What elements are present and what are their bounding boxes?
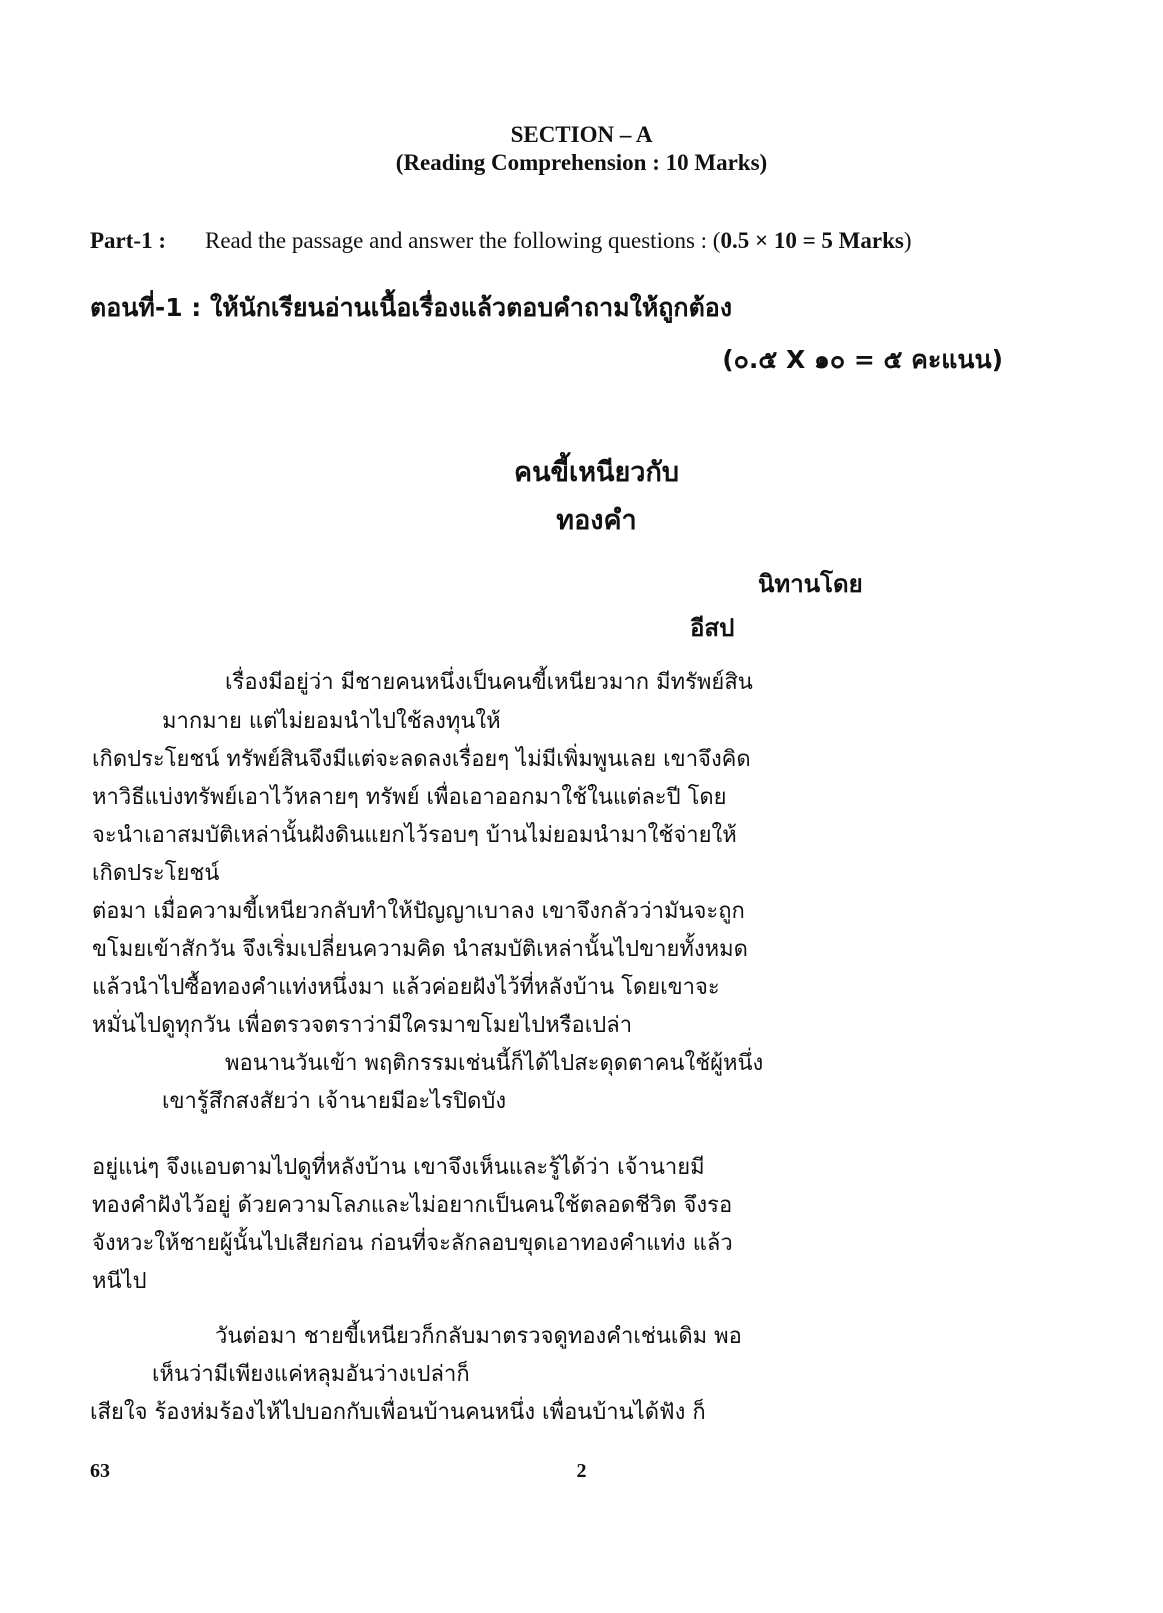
story-line: หนีไป (92, 1269, 147, 1294)
story-line: ทองคำฝังไว้อยู่ ด้วยความโลภและไม่อยากเป็นคนใช้ตลอดชีวิต จึงรอ (92, 1193, 733, 1218)
story-line: ขโมยเข้าสักวัน จึงเริ่มเปลี่ยนความคิด นำสมบัติเหล่านั้นไปขายทั้งหมด (92, 937, 748, 962)
part-instruction-suffix: ) (903, 228, 912, 253)
story-line: เรื่องมีอยู่ว่า มีชายคนหนึ่งเป็นคนขี้เหนียวมาก มีทรัพย์สิน (225, 670, 753, 695)
section-subtitle: (Reading Comprehension : 10 Marks) (395, 150, 768, 175)
part-label: Part-1 : (90, 228, 166, 253)
story-line: เขารู้สึกสงสัยว่า เจ้านายมีอะไรปิดบัง (162, 1089, 507, 1114)
story-line: เห็นว่ามีเพียงแค่หลุมอันว่างเปล่าก็ (152, 1362, 470, 1387)
story-author-line1: นิทานโดย (758, 570, 863, 598)
part-instruction-prefix: Read the passage and answer the following questions : ( (205, 228, 721, 253)
story-line: วันต่อมา ชายขี้เหนียวก็กลับมาตรวจดูทองคำเช่นเดิม พอ (215, 1324, 742, 1349)
story-author-line2: อีสป (690, 614, 735, 642)
part-instruction-marks: 0.5 × 10 = 5 Marks (720, 228, 904, 253)
story-line: อยู่แน่ๆ จึงแอบตามไปดูที่หลังบ้าน เขาจึงเห็นและรู้ได้ว่า เจ้านายมี (92, 1155, 705, 1180)
story-title-line1: คนขี้เหนียวกับ (514, 457, 679, 488)
story-title-line2: ทองคำ (556, 505, 637, 536)
story-line: ต่อมา เมื่อความขี้เหนียวกลับทำให้ปัญญาเบาลง เขาจึงกลัวว่ามันจะถูก (92, 899, 745, 924)
thai-marks: (๐.๕ X ๑๐ = ๕ คะแนน) (722, 345, 1003, 374)
section-title: SECTION – A (510, 122, 653, 147)
story-line: จะนำเอาสมบัติเหล่านั้นฝังดินแยกไว้รอบๆ บ้านไม่ยอมนำมาใช้จ่ายให้ (92, 823, 737, 848)
part-instruction (205, 228, 912, 254)
story-line: มากมาย แต่ไม่ยอมนำไปใช้ลงทุนให้ (162, 709, 501, 734)
story-line: เสียใจ ร้องห่มร้องไห้ไปบอกกับเพื่อนบ้านคนหนึ่ง เพื่อนบ้านได้ฟัง ก็ (90, 1400, 706, 1425)
page-number: 2 (576, 1460, 587, 1482)
story-line: เกิดประโยชน์ (92, 861, 220, 886)
story-line: พอนานวันเข้า พฤติกรรมเช่นนี้ก็ได้ไปสะดุดตาคนใช้ผู้หนึ่ง (225, 1051, 764, 1076)
story-line: หมั่นไปดูทุกวัน เพื่อตรวจตราว่ามีใครมาขโมยไปหรือเปล่า (92, 1013, 633, 1038)
story-line: แล้วนำไปซื้อทองคำแท่งหนึ่งมา แล้วค่อยฝังไว้ที่หลังบ้าน โดยเขาจะ (92, 975, 720, 1000)
story-line: จังหวะให้ชายผู้นั้นไปเสียก่อน ก่อนที่จะลักลอบขุดเอาทองคำแท่ง แล้ว (92, 1231, 733, 1256)
story-line: หาวิธีแบ่งทรัพย์เอาไว้หลายๆ ทรัพย์ เพื่อเอาออกมาใช้ในแต่ละปี โดย (92, 785, 727, 810)
story-line: เกิดประโยชน์ ทรัพย์สินจึงมีแต่จะลดลงเรื่อยๆ ไม่มีเพิ่มพูนเลย เขาจึงคิด (92, 747, 751, 772)
paper-code: 63 (90, 1460, 110, 1482)
thai-instruction: ตอนที่-1 : ให้นักเรียนอ่านเนื้อเรื่องแล้วตอบคำถามให้ถูกต้อง (90, 293, 733, 322)
